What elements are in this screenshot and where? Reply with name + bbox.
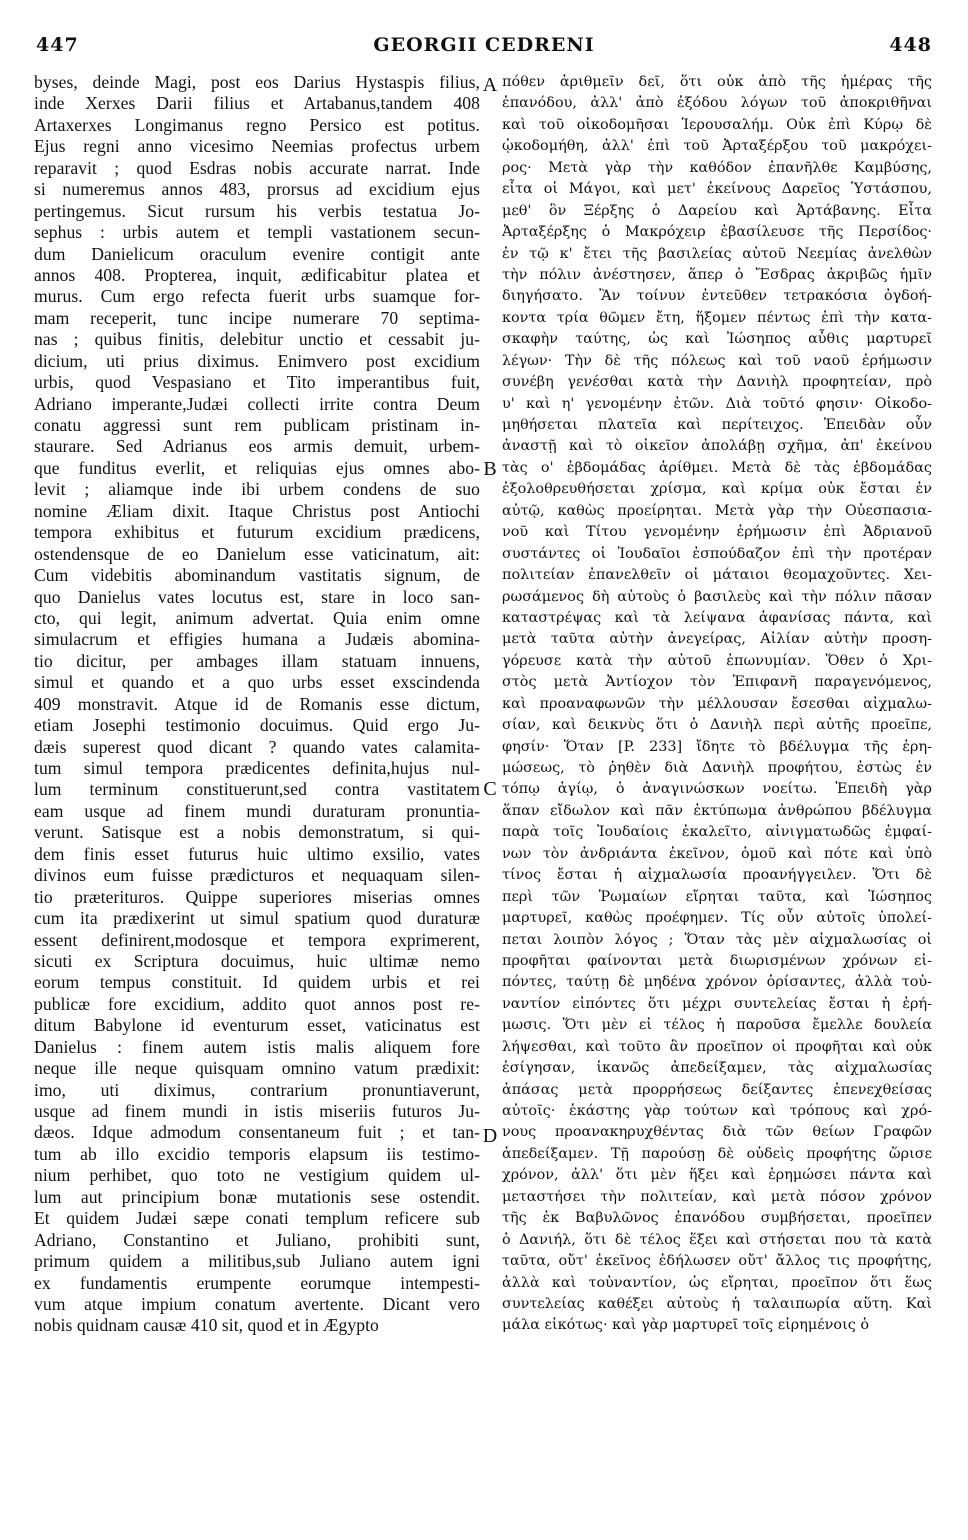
page-number-right: 448 <box>889 34 932 56</box>
latin-text-line: pertingemus. Sicut rursum his verbis testatua Jo- <box>34 200 480 221</box>
latin-text-line: nobis quidnam causæ 410 sit, quod et in Ægypto <box>34 1315 379 1336</box>
latin-text-line: tio dicitur, per ambages illam statuam innuens, <box>34 650 480 671</box>
latin-text-line: sicuti ex Scriptura docuimus, huic ultimæ nemo <box>34 950 480 971</box>
latin-text-line: verunt. Satisque est a nobis demonstratum, si qui- <box>34 822 480 843</box>
greek-text-line: συστάντες οἱ Ἰουδαῖοι ἐσπούδαζον ἐπὶ τὴν προτέραν <box>502 545 932 562</box>
greek-text-line: ἐσίγησαν, ἱκανῶς ἀπεδείξαμεν, τὰς αἰχμαλωσίας <box>502 1060 932 1077</box>
latin-text-line: dæos. Idque admodum consentaneum fuit ; et tan- <box>34 1122 480 1143</box>
greek-text-line: ναντίον εἰπόντες ὅτι μέχρι συντελείας ἔσται ἡ ἐρή- <box>502 995 932 1012</box>
latin-text-line: annos 408. Propterea, inquit, ædificabitur platea et <box>34 264 480 285</box>
latin-text-line: murus. Cum ergo refecta fuerit urbs suamque for- <box>34 286 480 307</box>
running-title: GEORGII CEDRENI <box>373 34 595 56</box>
latin-text-line: mam receperit, tunc incipe numerare 70 septima- <box>34 307 480 328</box>
section-marker-a: A <box>482 74 498 96</box>
greek-text-line: μαρτυρεῖ, καθὼς προέφημεν. Τίς οὖν αὐτοῖς ὑπολεί- <box>502 910 932 927</box>
greek-text-line: κοντα τρία θῶμεν ἔτη, ἥξομεν πέντως ἐπὶ τὴν κατα- <box>502 309 932 326</box>
greek-text-line: εἶτα οἱ Μάγοι, καὶ μετ' ἐκείνους Δαρεῖος Ὑστάσπου, <box>502 181 932 198</box>
running-header <box>36 34 932 64</box>
latin-text-line: tempora exhibitus et futurum excidium prædicens, <box>34 522 480 543</box>
greek-column <box>502 72 932 1337</box>
greek-text-line: φησίν· Ὅταν [P. 233] ἴδητε τὸ βδέλυγμα τῆς ἐρη- <box>502 738 932 755</box>
latin-text-line: ostendensque de eo Danielum esse vaticinatum, ait: <box>34 543 480 564</box>
latin-text-line: nas ; quibus finitis, delebitur unctio et cessabit ju- <box>34 329 480 350</box>
greek-text-line: Ἀρταξέρξης ὁ Μακρόχειρ ἐβασίλευσε τῆς Περσίδος· <box>502 224 932 241</box>
latin-text-line: urbis, quod Vespasiano et Tito imperantibus fuit, <box>34 372 480 393</box>
greek-text-line: αὐτῷ, καθὼς προείρηται. Μετὰ γὰρ τὴν Οὐεσπασια- <box>502 502 932 519</box>
greek-text-line: τὴν πόλιν ἀνέστησεν, ἅπερ ὁ Ἔσδρας ἀκριβῶς ἡμῖν <box>502 266 932 283</box>
greek-text-line: συνέβη γενέσθαι κατὰ τὴν Δανιὴλ προφητείαν, πρὸ <box>502 374 932 391</box>
latin-text-line: eam usque ad finem mundi duraturam pronuntia- <box>34 800 480 821</box>
greek-text-line: ἐξολοθρευθήσεται χρίσμα, καὶ κρίμα οὐκ ἔσται ἐν <box>502 481 932 498</box>
latin-text-line: quo Danielus vates locutus est, stare in loco san- <box>34 586 480 607</box>
latin-text-line: publicæ fore excidium, addito quot annos post re- <box>34 993 480 1014</box>
greek-text-line: τίνος ἔσται ἡ αἰχμαλωσία προανήγγειλεν. Ὅτι δὲ <box>502 867 932 884</box>
latin-text-line: Danielus : finem autem istis malis aliquem fore <box>34 1036 480 1057</box>
greek-text-line: μεταστήσει τὴν πολιτείαν, καὶ μετὰ πόσον χρόνον <box>502 1188 932 1205</box>
greek-text-line: νους προανακηρυχθέντας διὰ τῶν θείων Γραφῶν <box>502 1124 932 1141</box>
latin-text-line: Et quidem Judæi sæpe conati templum reficere sub <box>34 1208 480 1229</box>
greek-text-line: ἐπανόδου, ἀλλ' ἀπὸ ἐξόδου λόγων τοῦ ἀποκριθῆναι <box>502 95 932 112</box>
greek-text-line: αὐτοῖς· ἑκάστης γὰρ τούτων καὶ τρόπους καὶ χρό- <box>502 1103 932 1119</box>
greek-text-line: μάλα εἰκότως· καὶ γὰρ μαρτυρεῖ τοῖς εἰρημένοις ὁ <box>502 1317 870 1334</box>
greek-text-line: ρωσάμενος δὴ αὐτοὺς ὁ βασιλεὺς καὶ τὴν πόλιν πᾶσαν <box>502 588 932 605</box>
greek-text-line: ἀναστῇ καὶ τὸ οἰκεῖον ἀπολάβῃ σχῆμα, ἀπ' ἐκείνου <box>502 438 932 455</box>
latin-text-line: tio præterituros. Quippe superiores miserias omnes <box>34 886 480 907</box>
greek-text-line: μώσεως, τὸ ῥηθὲν διὰ Δανιὴλ προφήτου, ἑστὼς ἐν <box>502 760 932 776</box>
latin-text-line: dicium, uti prius diximus. Enimvero post excidium <box>34 350 480 371</box>
greek-text-line: ᾠκοδομήθη, ἀλλ' ἐπὶ τοῦ Ἀρταξέρξου τοῦ μακρόχει- <box>502 138 932 155</box>
latin-column <box>34 72 480 1337</box>
latin-text-line: 409 monstravit. Atque id de Romanis esse dictum, <box>34 693 480 714</box>
latin-text-line: primum quidem a militibus,sub Juliano autem igni <box>34 1251 480 1272</box>
greek-text-line: νων τὸν ἀνδριάντα ἐκεῖνον, ὁμοῦ καὶ πότε καὶ ὑπὸ <box>502 845 932 862</box>
latin-text-line: vum atque impium conatum avertente. Dicant vero <box>34 1293 480 1314</box>
latin-text-line: Adriano, Constantino et Juliano, prohibiti sunt, <box>34 1229 480 1250</box>
section-marker-d: D <box>482 1125 498 1147</box>
latin-text-line: Adriano imperante,Judæi collecti irrite contra Deum <box>34 393 480 414</box>
latin-text-line: lum aut principium bonæ mutationis sese ostendit. <box>34 1186 480 1207</box>
latin-text-line: divinos eum fuisse prædicturos et nequaquam silen- <box>34 865 480 886</box>
greek-text-line: παρὰ τοῖς Ἰουδαίοις ἐκαλεῖτο, αἰνιγματωδῶς ἐμφαί- <box>502 824 932 841</box>
latin-text-line: sephus : urbis autem et templi vastationem secun- <box>34 222 480 243</box>
latin-text-line: simul et quando et a quo urbs esset exscindenda <box>34 672 480 693</box>
greek-text-line: ὁ Δανιήλ, ὅτι δὲ τέλος ἕξει καὶ στήσεται που τὰ κατὰ <box>502 1231 932 1248</box>
latin-text-line: inde Xerxes Darii filius et Artabanus,tandem 408 <box>34 93 480 114</box>
latin-text-line: etiam Josephi testimonio docuimus. Quid ergo Ju- <box>34 715 480 736</box>
greek-text-line: στὸς μετὰ Ἀντίοχον τὸν Ἐπιφανῆ παραγενόμενος, <box>502 674 932 691</box>
latin-text-line: nium perhibet, quo toto ne vestigium quidem ul- <box>34 1165 480 1186</box>
greek-text-line: ἀλλὰ καὶ τοὐναντίον, ὡς εἴρηται, προεῖπον ὅτι ἕως <box>502 1274 932 1291</box>
latin-text-line: reparavit ; quod Esdras nobis accurate narrat. Inde <box>34 157 480 178</box>
greek-text-line: ἐν τῷ κ' ἔτει τῆς βασιλείας αὐτοῦ Νεεμίας ἀνελθὼν <box>502 245 932 262</box>
page-number-left: 447 <box>36 34 79 56</box>
latin-text-line: nomine Æliam dixit. Itaque Christus post Antiochi <box>34 500 480 521</box>
greek-text-line: τόπῳ ἁγίῳ, ὁ ἀναγινώσκων νοείτω. Ἐπειδὴ γὰρ <box>502 781 932 798</box>
greek-text-line: λήψεσθαι, καὶ τοῦτο ἂν προεῖπον οἱ προφῆται καὶ οὐκ <box>502 1038 932 1055</box>
latin-text-line: cto, qui legit, animum advertat. Quia enim omne <box>34 607 480 628</box>
greek-text-line: μηθήσεται πλατεῖα καὶ περίτειχος. Ἐπειδὰν οὖν <box>502 417 932 433</box>
greek-text-line: ἁπάσας μετὰ προρρήσεως δείξαντες ἐπενεχθείσας <box>502 1081 932 1098</box>
greek-text-line: σίαν, καὶ δεικνὺς ὅτι ὁ Δανιὴλ περὶ αὐτῆς προεῖπε, <box>502 717 932 734</box>
greek-text-line: τῆς ἐκ Βαβυλῶνος ἐπανόδου συμβήσεται, προεῖπεν <box>502 1210 932 1227</box>
latin-text-line: usque ad finem mundi in istis miseriis futuros Ju- <box>34 1101 480 1121</box>
latin-text-line: Cum videbitis abominandum vastitatis signum, de <box>34 565 480 586</box>
latin-text-line: dem finis esset futurus huic ultimo exsilio, vates <box>34 843 480 864</box>
latin-text-line: dum Danielicum oraculum evenire contigit ante <box>34 243 480 264</box>
greek-text-line: γόρευσε κατὰ τὴν αὐτοῦ ἐπωνυμίαν. Ὅθεν ὁ Χρι- <box>502 652 932 669</box>
latin-text-line: byses, deinde Magi, post eos Darius Hystaspis filius, <box>34 72 480 92</box>
latin-text-line: Artaxerxes Longimanus regno Persico est potitus. <box>34 114 480 135</box>
latin-text-line: Ejus regni anno vicesimo Neemias profectus urbem <box>34 136 480 157</box>
greek-text-line: προφῆται φαίνονται μετὰ διωρισμένων χρόνων εἰ- <box>502 952 932 969</box>
latin-text-line: simulacrum et effigies humana a Judæis abomina- <box>34 629 480 650</box>
latin-text-line: tum ab illo excidio temporis elapsum iis testimo- <box>34 1143 480 1164</box>
greek-text-line: νοῦ καὶ Τίτου γενομένην ἐρήμωσιν ἐπὶ Ἀδριανοῦ <box>502 524 932 541</box>
latin-text-line: eorum tempus constituit. Id quidem urbis et rei <box>34 972 480 993</box>
latin-text-line: conatu aggressi sunt rem publicam pristinam in- <box>34 415 480 435</box>
latin-text-line: neque ille neque quisquam omnino vatum prædixit: <box>34 1058 480 1079</box>
latin-text-line: que funditus everlit, et reliquias ejus omnes abo- <box>34 457 480 478</box>
latin-text-line: staurare. Sed Adrianus eos armis demuit, urbem- <box>34 436 480 457</box>
greek-text-line: μεθ' ὃν Ξέρξης ὁ Δαρείου καὶ Ἀρτάβανης. Εἶτα <box>502 202 932 219</box>
greek-text-line: ἅπαν εἴδωλον καὶ πᾶν ἐκτύπωμα ἀνθρώπου βδέλυγμα <box>502 802 932 819</box>
section-marker-c: C <box>483 778 497 800</box>
latin-text-line: levit ; aliamque inde ibi urbem condens de suo <box>34 479 480 500</box>
greek-text-line: χρόνον, ἀλλ' ὅτι μὲν ἥξει καὶ ἐρημώσει πάντα καὶ <box>502 1167 932 1184</box>
greek-text-line: μετὰ ταῦτα αὐτὴν ἀνεγείρας, Αἰλίαν αὐτὴν προση- <box>502 631 932 648</box>
greek-text-line: πολιτείαν ἐπανελθεῖν οἱ μάταιοι θεομαχοῦντες. Χει- <box>502 567 932 584</box>
greek-text-line: σκαφὴν ταύτης, ὡς καὶ Ἰώσηπος αὖθις μαρτυρεῖ <box>502 331 932 348</box>
greek-text-line: ταῦτα, οὔτ' ἐκεῖνος ἐδήλωσεν οὔτ' ἄλλος τις προφήτης, <box>502 1253 932 1270</box>
latin-text-line: tum simul tempora prædicentes definita,hujus nul- <box>34 758 480 778</box>
latin-text-line: ditum Babylone id eventurum esset, vaticinatus est <box>34 1015 480 1036</box>
greek-text-line: ἀπεδείξαμεν. Τῇ παρούσῃ δὲ οὐδεὶς προφήτης ὥρισε <box>502 1145 932 1162</box>
greek-text-line: μωσις. Ὅτι μὲν εἰ τέλος ἡ παροῦσα ἔμελλε δουλεία <box>502 1017 932 1034</box>
latin-text-line: ex fundamentis erumpente eorumque intempesti- <box>34 1272 480 1293</box>
greek-text-line: πόθεν ἀριθμεῖν δεῖ, ὅτι οὐκ ἀπὸ τῆς ἡμέρας τῆς <box>502 74 932 90</box>
greek-text-line: υ' καὶ η' γενομένην ἐτῶν. Διὰ τοῦτό φησιν· Οἰκοδο- <box>502 395 932 412</box>
latin-text-line: cum ita prædixerint ut simul spatium quod duraturæ <box>34 908 480 929</box>
greek-text-line: πόντες, ταύτῃ δὲ μηδένα χρόνον ὁρίσαντες, ἀλλὰ τοὐ- <box>502 974 932 991</box>
greek-text-line: καὶ προαναφωνῶν τὴν μέλλουσαν ἔσεσθαι αἰχμαλω- <box>502 695 932 712</box>
greek-text-line: καταστρέψας καὶ τὰ λείψανα ἀφανίσας πάντα, καὶ <box>502 609 932 626</box>
greek-text-line: πεται λοιπὸν λόγος ; Ὅταν τὰς μὲν αἰχμαλωσίας οἱ <box>502 931 932 948</box>
greek-text-line: τὰς ο' ἑβδομάδας ἀρίθμει. Μετὰ δὲ τὰς ἑβδομάδας <box>502 459 932 476</box>
latin-text-line: imo, uti diximus, contrarium pronuntiaverunt, <box>34 1079 480 1100</box>
latin-text-line: lum terminum constituerunt,sed contra vastitatem <box>34 779 480 800</box>
greek-text-line: καὶ τοῦ οἰκοδομῆσαι Ἱερουσαλήμ. Οὐκ ἐπὶ Κύρῳ δὲ <box>502 116 932 133</box>
latin-text-line: dæis superest quod dicant ? quando vates calamita- <box>34 736 480 757</box>
greek-text-line: λέγων· Τὴν δὲ τῆς πόλεως καὶ τοῦ ναοῦ ἐρήμωσιν <box>502 352 932 369</box>
greek-text-line: συντελείας καθέξει αὐτοὺς ἡ ταλαιπωρία αὕτη. Καὶ <box>502 1295 932 1312</box>
section-marker-b: B <box>483 458 497 480</box>
greek-text-line: περὶ τῶν Ῥωμαίων εἴρηται ταῦτα, καὶ Ἰώσηπος <box>502 888 932 905</box>
latin-text-line: si numeremus annos 483, prorsus ad excidium ejus <box>34 179 480 200</box>
latin-text-line: essent definirent,modosque et tempora exprimerent, <box>34 929 480 950</box>
greek-text-line: ρος· Μετὰ γὰρ τὴν καθόδον ἐπανῆλθε Καμβύσης, <box>502 159 932 176</box>
greek-text-line: διηγήσατο. Ἂν τοίνυν ἐντεῦθεν τετρακόσια ὀγδοή- <box>502 288 932 305</box>
